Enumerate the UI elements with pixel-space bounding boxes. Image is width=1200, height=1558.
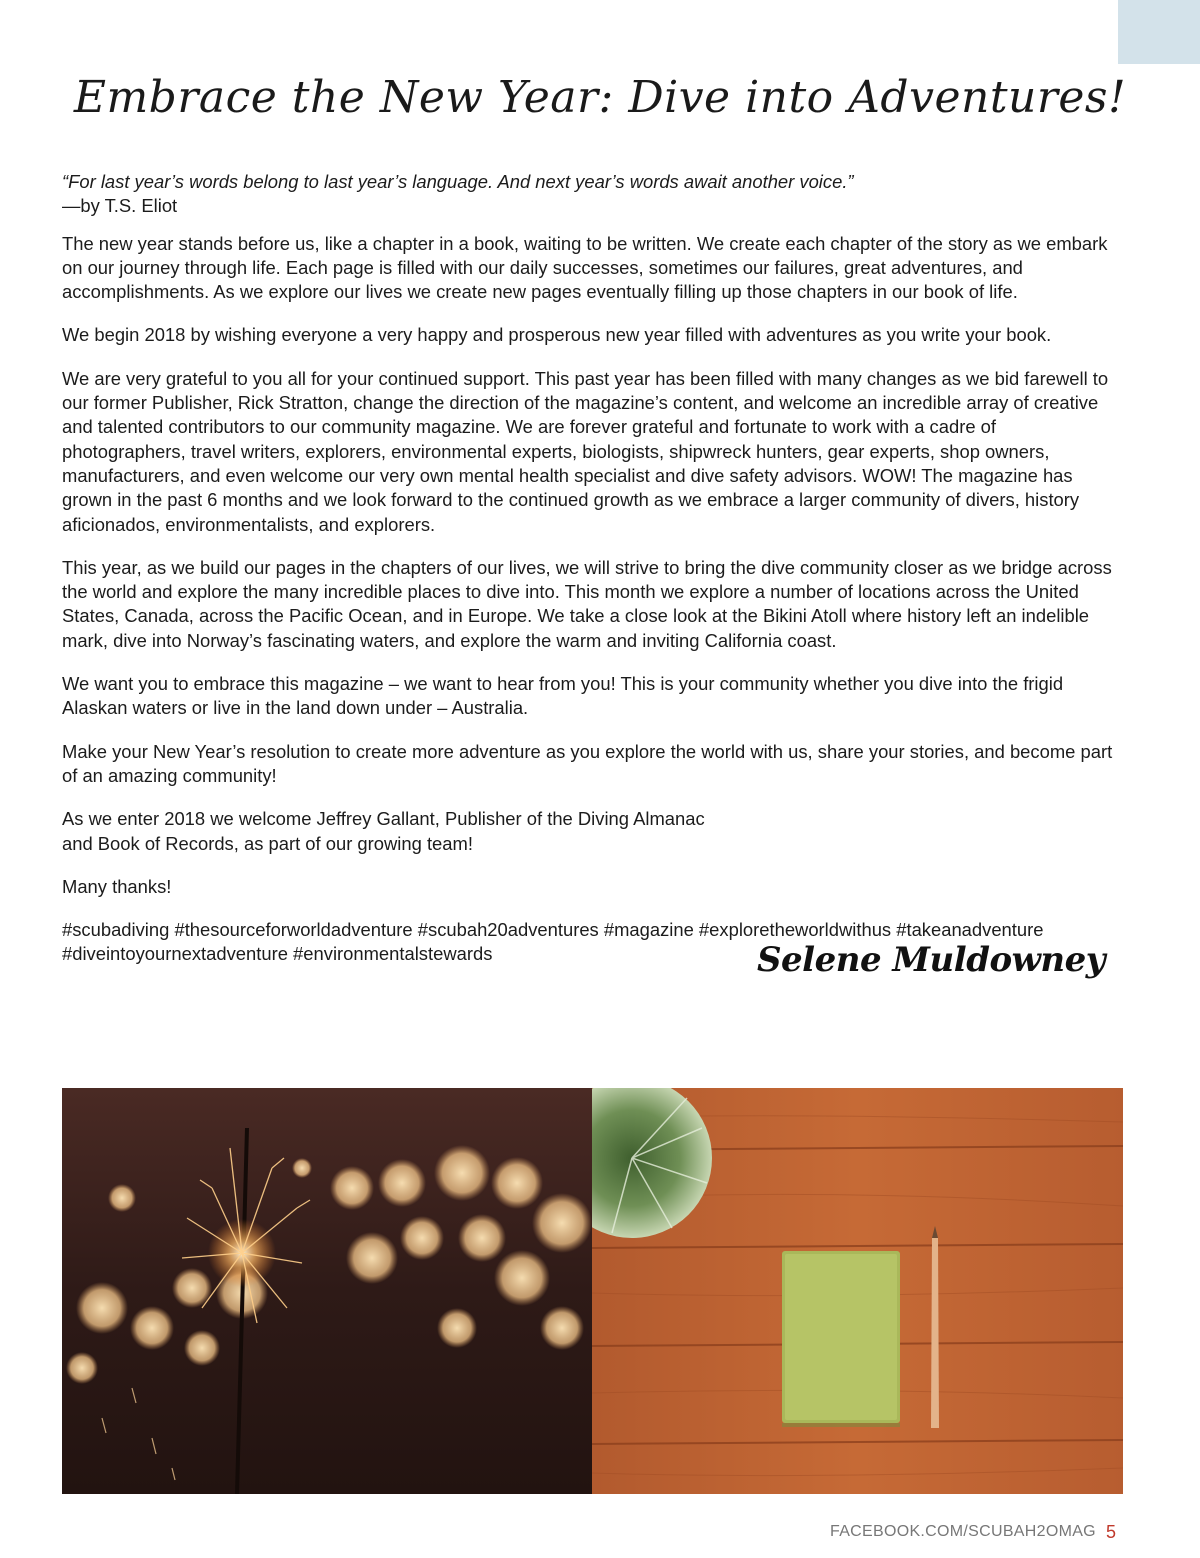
notebook-desk-photo: [592, 1088, 1123, 1494]
signature: Selene Muldowney: [757, 940, 1106, 980]
paragraph: As we enter 2018 we welcome Jeffrey Gallant, Publisher of the Diving Almanac and Book of Records, as part of our growing team!: [62, 808, 705, 854]
paragraph: This year, as we build our pages in the chapters of our lives, we will strive to bring the dive community closer as we bridge across the world and explore the many incredible places to dive into. This month we explore a number of locations across the United States, Canada, across the Pacific Ocean, and in Europe. We take a close look at the Bikini Atoll where history left an indelible mark, dive into Norway’s fascinating waters, and explore the warm and inviting California coast.: [62, 556, 1112, 651]
quote-author: —by T.S. Eliot: [62, 195, 178, 217]
hashtags: #scubadiving #thesourceforworldadventure #scubah20adventures #magazine #exploretheworldwithus #takeanadventure #diveintoyournextadventure #environmentalstewards: [62, 919, 1044, 965]
paragraph: Make your New Year’s resolution to create more adventure as you explore the world with us, share your stories, and become part of an amazing community!: [62, 740, 1113, 786]
sparkler-photo: [62, 1088, 592, 1494]
article-body: [62, 170, 1122, 967]
paragraph: We begin 2018 by wishing everyone a very happy and prosperous new year filled with adventures as you write your book.: [62, 324, 1052, 346]
paragraph: We are very grateful to you all for your continued support. This past year has been filled with many changes as we bid farewell to our former Publisher, Rick Stratton, change the direction of the magazine’s content, and welcome an incredible array of creative and talented contributors to our community magazine. We are forever grateful and fortunate to work with a cadre of photographers, travel writers, explorers, environmental experts, biologists, shipwreck hunters, gear experts, shop owners, manufacturers, and even welcome our very own mental health specialist and dive safety advisors. WOW! The magazine has grown in the past 6 months and we look forward to the continued growth as we embrace a larger community of divers, history aficionados, environmentalists, and explorers.: [62, 367, 1109, 535]
headline: Embrace the New Year: Dive into Adventures!: [73, 72, 1127, 123]
quote: “For last year’s words belong to last year’s language. And next year’s words await another voice.”: [62, 171, 854, 192]
footer-url[interactable]: FACEBOOK.COM/SCUBAH2OMAG: [830, 1523, 1096, 1540]
paragraph: The new year stands before us, like a chapter in a book, waiting to be written. We create each chapter of the story as we embark on our journey through life. Each page is filled with our daily successes, sometimes our failures, great adventures, and accomplishments. As we explore our lives we create new pages eventually filling up those chapters in our book of life.: [62, 232, 1108, 303]
page-number: 5: [1106, 1522, 1117, 1542]
paragraph: We want you to embrace this magazine – we want to hear from you! This is your community whether you dive into the frigid Alaskan waters or live in the land down under – Australia.: [62, 673, 1064, 719]
corner-tab: [1118, 0, 1200, 64]
closing-line: Many thanks!: [62, 875, 172, 897]
